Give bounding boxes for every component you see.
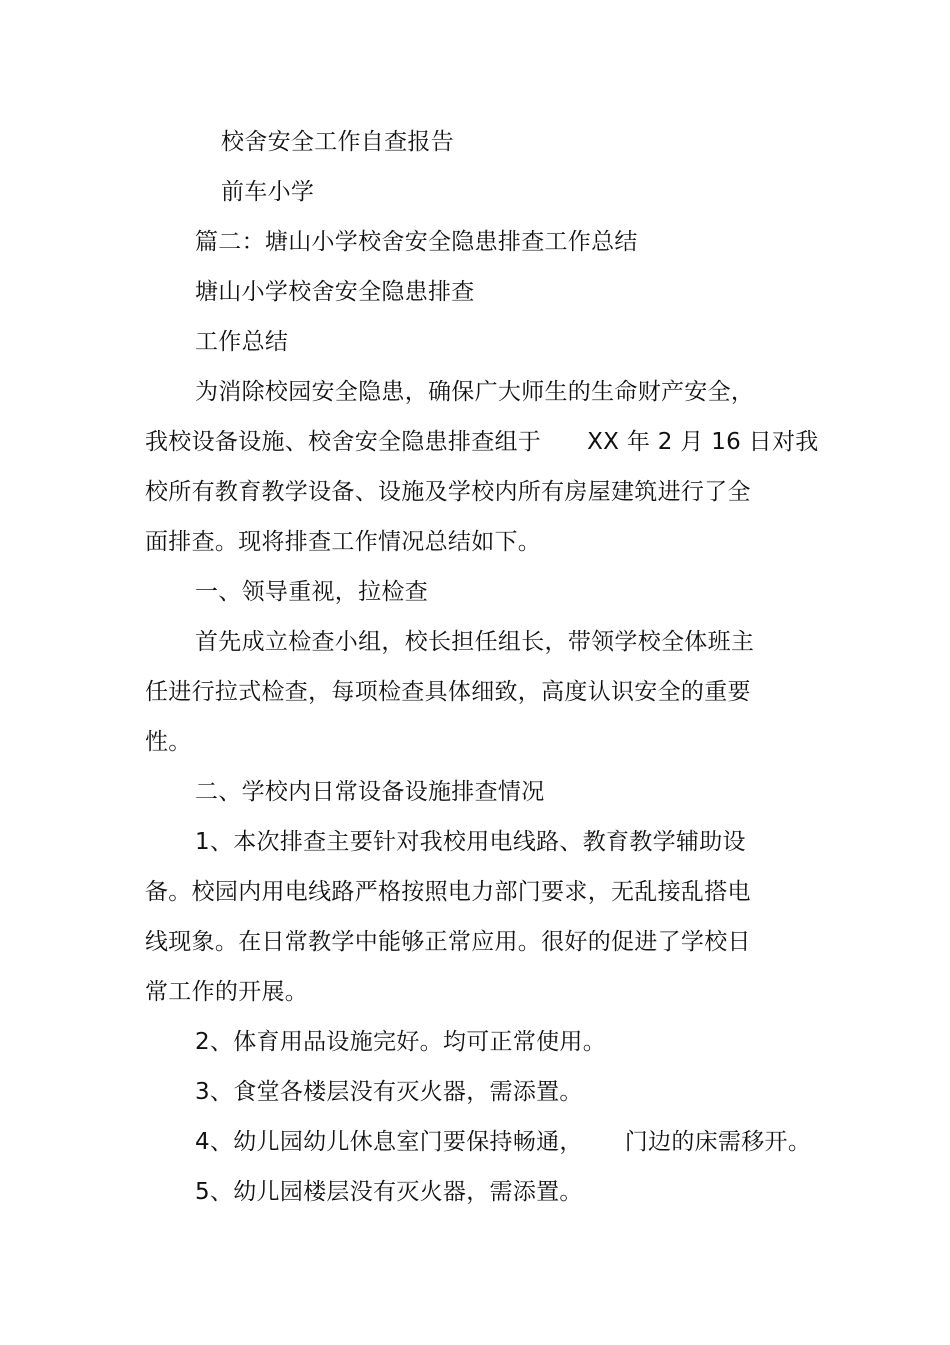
paragraph-intro-line-1: 为消除校园安全隐患，确保广大师生的生命财产安全， [195, 379, 755, 405]
heading-one: 一、领导重视，拉检查 [195, 579, 428, 605]
paragraph-one-line-3: 性。 [145, 729, 192, 755]
item-1-line-1: 1、本次排查主要针对我校用电线路、教育教学辅助设 [195, 829, 746, 855]
item-1-line-3: 线现象。在日常教学中能够正常应用。很好的促进了学校日 [145, 929, 751, 955]
item-4b: 门边的床需移开。 [624, 1129, 812, 1155]
paragraph-one-line-2: 任进行拉式检查，每项检查具体细致，高度认识安全的重要 [145, 679, 751, 705]
item-4 [195, 1127, 811, 1157]
paragraph-intro-line-3: 校所有教育教学设备、设施及学校内所有房屋建筑进行了全 [145, 479, 751, 505]
paragraph-intro-line-2b: XX 年 2 月 16 日对我 [587, 429, 819, 455]
report-title-line-1: 塘山小学校舍安全隐患排查 [195, 279, 475, 305]
item-4a: 4、幼儿园幼儿休息室门要保持畅通， [195, 1129, 583, 1155]
section-heading: 篇二：塘山小学校舍安全隐患排查工作总结 [195, 229, 638, 255]
item-1-line-2: 备。校园内用电线路严格按照电力部门要求，无乱接乱搭电 [145, 879, 751, 905]
doc-title: 校舍安全工作自查报告 [221, 129, 454, 155]
paragraph-intro-line-4: 面排查。现将排查工作情况总结如下。 [145, 529, 542, 555]
paragraph-one-line-1: 首先成立检查小组，校长担任组长，带领学校全体班主 [195, 629, 755, 655]
heading-two: 二、学校内日常设备设施排查情况 [195, 779, 545, 805]
report-title-line-2: 工作总结 [195, 329, 289, 355]
item-3: 3、食堂各楼层没有灭火器，需添置。 [195, 1079, 583, 1105]
item-5: 5、幼儿园楼层没有灭火器，需添置。 [195, 1179, 583, 1205]
paragraph-intro-line-2 [145, 427, 819, 457]
item-1-line-4: 常工作的开展。 [145, 979, 309, 1005]
paragraph-intro-line-2a: 我校设备设施、校舍安全隐患排查组于 [145, 429, 542, 455]
item-2: 2、体育用品设施完好。均可正常使用。 [195, 1029, 607, 1055]
school-name: 前车小学 [221, 179, 315, 205]
